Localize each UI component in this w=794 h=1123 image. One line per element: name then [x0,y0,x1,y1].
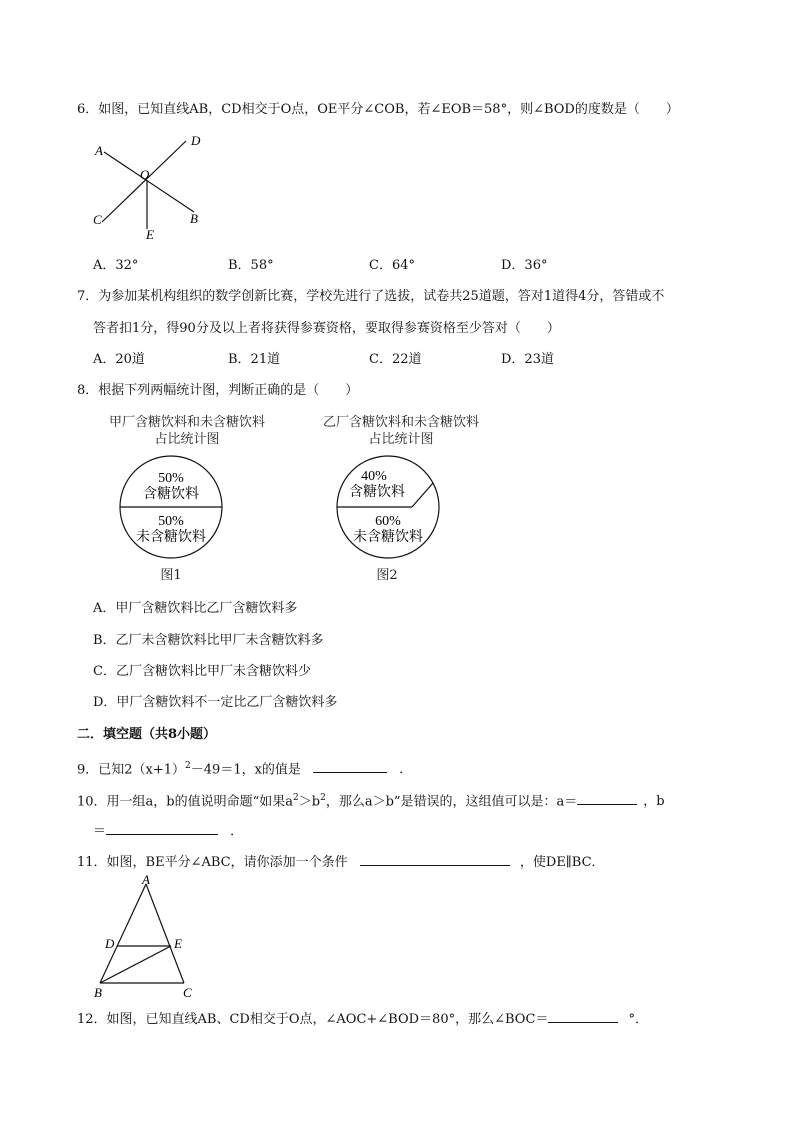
q6-option-a[interactable]: A．32° [93,258,139,273]
chart2-bottom-label: 未含糖饮料 [353,530,423,545]
q7-stem-line2: 答者扣1分，得90分及以上者将获得参赛资格，要取得参赛资格至少答对（ ） [93,321,560,336]
q7-option-b[interactable]: B．21道 [228,352,281,367]
chart1-top-label: 含糖饮料 [143,487,199,502]
q12-after: °． [628,1012,649,1027]
q6-figure [88,132,218,244]
q7-option-c[interactable]: C．22道 [369,352,422,367]
chart1-title-line2: 占比统计图 [154,432,220,447]
q11-stem [77,851,605,872]
q10-exp2: 2 [320,793,326,803]
q11-after: ，使DE∥BC． [519,855,605,870]
q10-before: 10．用一组a，b的值说明命题“如果a [77,794,294,810]
q6-label-c: C [93,212,102,227]
q12-stem [77,1008,648,1029]
q11-label-a: A [142,872,150,887]
chart2-caption: 图2 [376,568,398,583]
q11-label-e: E [174,936,182,951]
q11-before: 11．如图，BE平分∠ABC，请你添加一个条件 [77,855,348,870]
q10-exp1: 2 [293,793,299,803]
q10-answer-a-blank[interactable] [577,790,637,805]
q8-option-a[interactable]: A．甲厂含糖饮料比乙厂含糖饮料多 [93,601,298,616]
q7-option-a[interactable]: A．20道 [93,352,145,367]
q11-label-d: D [105,936,115,951]
q11-label-b: B [94,985,102,1000]
chart2-top-label: 含糖饮料 [349,485,405,500]
q10-mid2: ，那么a＞b”是错误的，这组值可以是：a＝ [325,794,578,810]
q10-stem-line2 [93,820,243,841]
q6-label-b: B [190,211,198,226]
q10-comma-b: ，b [643,794,665,810]
q11-answer-blank[interactable] [360,851,510,866]
q6-label-o: O [140,167,150,182]
q9-exp: 2 [185,761,191,771]
chart2-title-line2: 占比统计图 [368,432,434,447]
q9-stem [77,757,412,779]
q10-stem-line1 [77,789,665,811]
chart1-pie [95,452,280,560]
q8-stem: 8．根据下列两幅统计图，判断正确的是（ ） [77,383,359,398]
q9-before: 9．已知2（x+1） [77,762,186,778]
q8-option-c[interactable]: C．乙厂含糖饮料比甲厂未含糖饮料少 [93,664,311,679]
q12-answer-blank[interactable] [548,1008,618,1023]
q8-option-d[interactable]: D．甲厂含糖饮料不一定比乙厂含糖饮料多 [93,695,338,710]
q8-option-b[interactable]: B．乙厂未含糖饮料比甲厂未含糖饮料多 [93,633,324,648]
q6-option-d[interactable]: D．36° [501,258,548,273]
chart2-top-pct: 40% [361,469,387,484]
q10-end: ． [230,824,244,839]
chart2-bottom-pct: 60% [375,514,401,529]
chart2-pie [312,452,497,560]
q7-stem-line1: 7．为参加某机构组织的数学创新比赛，学校先进行了选拔，试卷共25道题，答对1道得4分，答错或不 [77,289,665,304]
chart1-top-pct: 50% [158,471,184,486]
chart1-title-line1: 甲厂含糖饮料和未含糖饮料 [108,415,265,430]
q9-end: ． [399,762,413,778]
chart1-bottom-pct: 50% [158,514,184,529]
q6-label-a: A [95,143,103,158]
q12-before: 12．如图，已知直线AB、CD相交于O点，∠AOC+∠BOD＝80°，那么∠BOC＝ [77,1012,549,1027]
q9-after: －49＝1，x的值是 [190,762,301,778]
q9-answer-blank[interactable] [313,758,387,773]
q6-label-d: D [191,133,201,148]
section-heading-fill-in: 二．填空题（共8小题） [77,727,217,742]
chart1-bottom-label: 未含糖饮料 [136,530,206,545]
q10-line2-start: ＝ [93,824,107,839]
q6-option-c[interactable]: C．64° [369,258,415,273]
q6-option-b[interactable]: B．58° [228,258,274,273]
chart2-title-line1: 乙厂含糖饮料和未含糖饮料 [322,415,479,430]
chart1-caption: 图1 [160,568,182,583]
q10-answer-b-blank[interactable] [106,820,218,835]
q10-mid1: ＞b [298,794,321,810]
q6-stem: 6．如图，已知直线AB，CD相交于O点，OE平分∠COB，若∠EOB＝58°，则∠BOD的度数是（ ） [77,102,679,117]
q11-figure [88,872,200,1002]
q6-label-e: E [146,227,154,242]
q11-label-c: C [183,985,192,1000]
q7-option-d[interactable]: D．23道 [501,352,554,367]
